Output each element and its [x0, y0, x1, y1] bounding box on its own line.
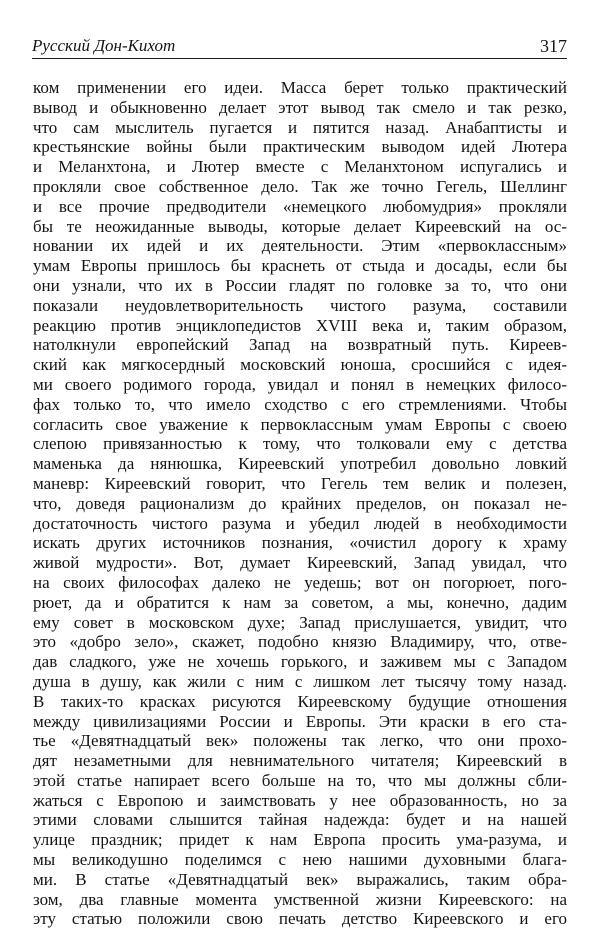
text-line: бы те неожиданные выводы, которые делает Киреевский на ос-	[33, 216, 567, 236]
text-line: новании их идей и их деятельности. Этим «первоклассным»	[33, 236, 567, 256]
text-line: умам Европы пришлось бы краснеть от стыда и досады, если бы	[33, 256, 567, 276]
page-header	[32, 36, 567, 59]
text-line: рюет, да и обратится к нам за советом, а мы, конечно, дадим	[33, 592, 567, 612]
text-line: на своих философах далеко не уедешь; вот он погорюет, пого-	[33, 572, 567, 592]
text-line: фах только то, что имело сходство с его стремлениями. Чтобы	[33, 394, 567, 414]
text-line: искать других источников познания, «очистил дорогу к храму	[33, 533, 567, 553]
text-line: и Меланхтона, и Лютер вместе с Меланхтоном испугались и	[33, 157, 567, 177]
text-line: и все прочие предводители «немецкого любомудрия» прокляли	[33, 196, 567, 216]
text-line: зом, два главные момента умственной жизни Киреевского: на	[33, 889, 567, 909]
text-line: прокляли свое собственное дело. Так же точно Гегель, Шеллинг	[33, 176, 567, 196]
text-line: достаточность чистого разума и убедил людей в необходимости	[33, 513, 567, 533]
text-line: дят незаметными для невнимательного читателя; Киреевский в	[33, 751, 567, 771]
text-line: натолкнули европейский Запад на возвратный путь. Киреев-	[33, 335, 567, 355]
text-line: слепою привязанностью к тому, что толковали ему с детства	[33, 434, 567, 454]
text-line: этой статье напирает всего больше на то, что мы должны сбли-	[33, 770, 567, 790]
text-line: согласить свое уважение к первоклассным умам Европы с своею	[33, 414, 567, 434]
text-line: улице праздник; придет к нам Европа просить ума-разума, и	[33, 830, 567, 850]
text-line: крестьянские войны были практическим выводом идей Лютера	[33, 137, 567, 157]
text-line: маменька да нянюшка, Киреевский употребил довольно ловкий	[33, 454, 567, 474]
text-line: они узнали, что их в России гладят по головке за то, что они	[33, 275, 567, 295]
text-line: жаться с Европою и заимствовать у нее образованность, но за	[33, 790, 567, 810]
text-line: что сам мыслитель пугается и пятится назад. Анабаптисты и	[33, 117, 567, 137]
text-line: В таких-то красках рисуются Киреевскому будущие отношения	[33, 691, 567, 711]
running-title: Русский Дон-Кихот	[32, 36, 176, 55]
text-line: душа в душу, как жили с ним с лишком лет тысячу тому назад.	[33, 671, 567, 691]
text-line: это «добро зело», скажет, подобно князю Владимиру, что, отве-	[33, 632, 567, 652]
text-line: ский как мягкосердный московский юноша, сросшийся с идея-	[33, 355, 567, 375]
text-line: дав сладкого, уже не хочешь горького, и заживем мы с Западом	[33, 652, 567, 672]
text-line: тье «Девятнадцатый век» положены так легко, что они прохо-	[33, 731, 567, 751]
text-line: ком применении его идеи. Масса берет только практический	[33, 78, 567, 97]
text-line: вывод и обыкновенно делает этот вывод так смело и так резко,	[33, 97, 567, 117]
text-line: ми. В статье «Девятнадцатый век» выражались, таким обра-	[33, 869, 567, 889]
text-line: показали неудовлетворительность чистого разума, составили	[33, 295, 567, 315]
body-text	[33, 78, 567, 929]
text-line: что, доведя рационализм до крайних пределов, он показал не-	[33, 493, 567, 513]
text-line: живой мудрости». Вот, думает Киреевский, Запад увидал, что	[33, 553, 567, 573]
text-line: мы великодушно поделимся с нею нашими духовными блага-	[33, 850, 567, 870]
text-line: этими словами слышится тайная надежда: будет и на нашей	[33, 810, 567, 830]
text-line: реакцию против энциклопедистов XVIII века и, таким образом,	[33, 315, 567, 335]
page-number: 317	[540, 36, 567, 56]
text-line: ми своего родимого города, увидал и понял в немецких филосо-	[33, 374, 567, 394]
text-line: эту статью положили свою печать детство Киреевского и его	[33, 909, 567, 929]
text-line: маневр: Киреевский говорит, что Гегель тем велик и полезен,	[33, 473, 567, 493]
text-line: ему совет в московском духе; Запад прислушается, увидит, что	[33, 612, 567, 632]
text-line: между цивилизациями России и Европы. Эти краски в его ста-	[33, 711, 567, 731]
